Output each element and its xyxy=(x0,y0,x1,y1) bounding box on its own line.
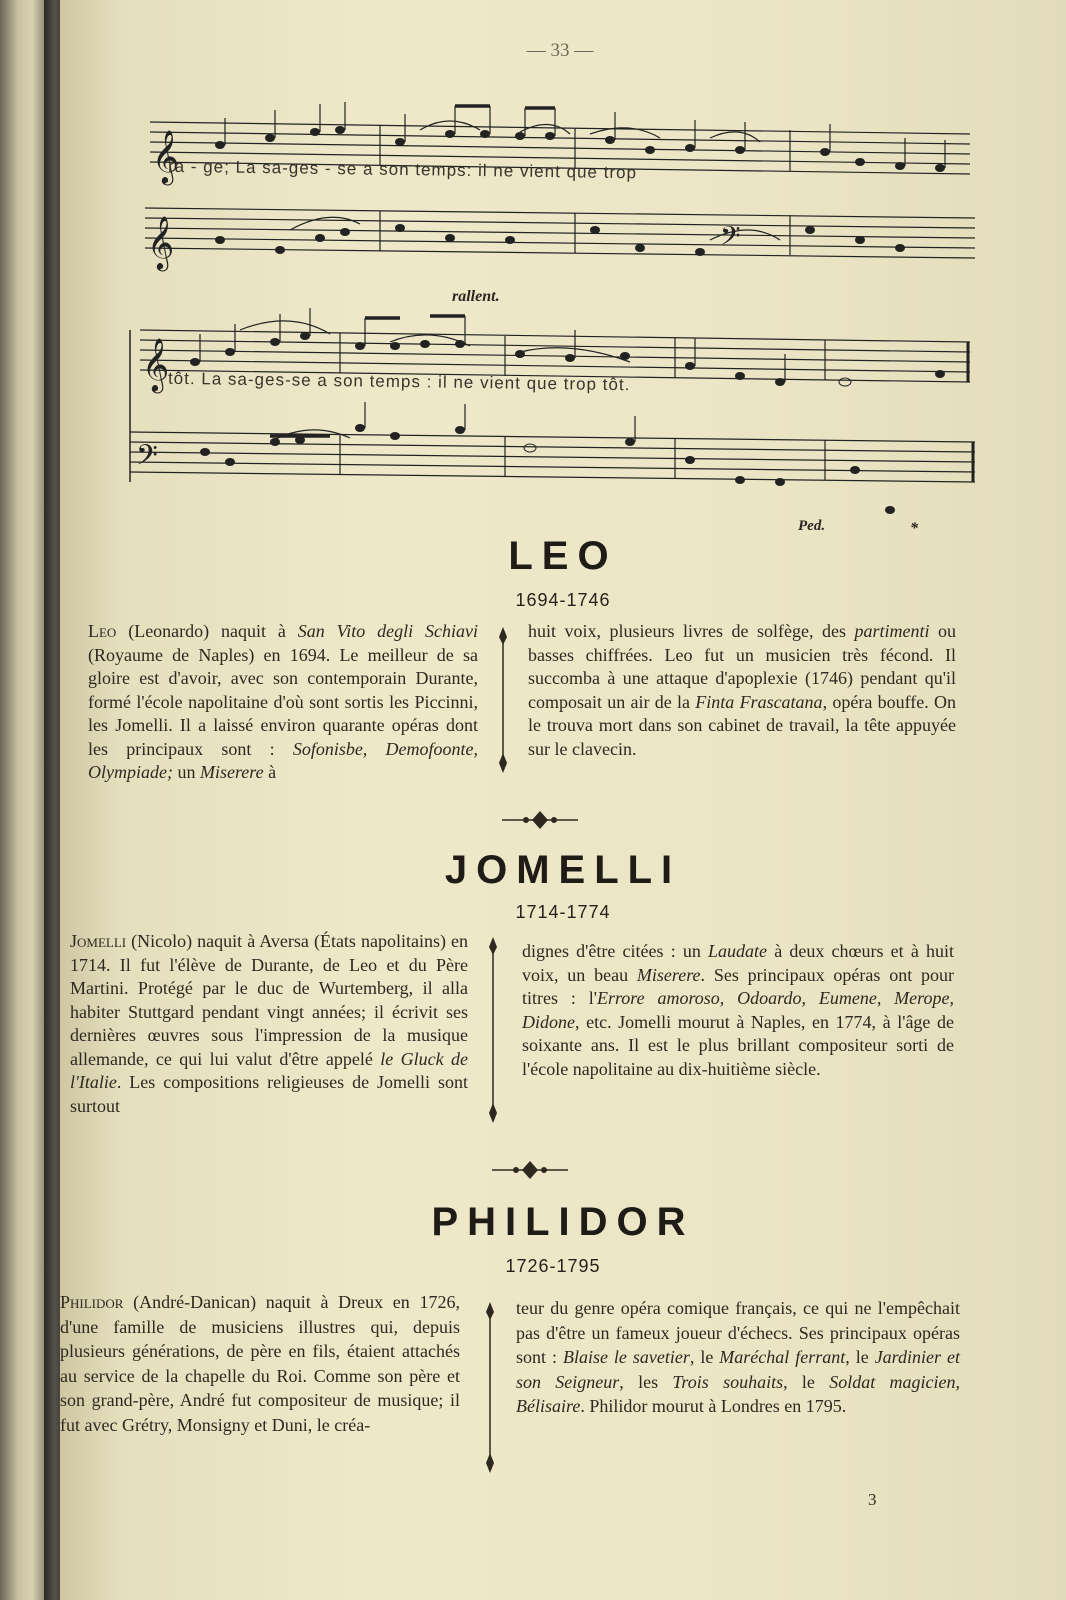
jomelli-gluck: le Gluck de l'Italie xyxy=(70,1048,468,1092)
leo-name: Leo xyxy=(88,621,117,641)
jomelli-text-left xyxy=(70,930,468,1118)
jomelli-miserere: Miserere xyxy=(636,964,701,985)
philidor-name: Philidor xyxy=(60,1292,124,1312)
philidor-text-right xyxy=(516,1296,960,1419)
page-number-top: — 33 — xyxy=(526,40,594,61)
section-title-jomelli: JOMELLI xyxy=(444,848,682,892)
section-title-philidor: PHILIDOR xyxy=(431,1200,695,1244)
leo-place: San Vito degli Schiavi xyxy=(297,621,479,641)
lyrics-line-1: ra - ge; La sa-ges - se a son temps: il ne vient que trop xyxy=(167,156,638,183)
book-page xyxy=(60,0,1066,1600)
philidor-work-marechal: Maréchal ferrant xyxy=(719,1347,846,1367)
svg-text:𝄢: 𝄢 xyxy=(136,439,158,479)
leo-right-end: , opéra bouffe. On le trouva mort dans son cabinet de travail, la tête appuyée sur le clavecin. xyxy=(528,691,956,759)
philidor-text-left xyxy=(60,1290,460,1437)
ornament-divider-2 xyxy=(490,1158,570,1182)
svg-text:𝄞: 𝄞 xyxy=(147,215,175,269)
philidor-work-souhaits: Trois souhaits xyxy=(672,1371,784,1392)
lyrics-line-2: tôt. La sa-ges-se a son temps : il ne vient que trop tôt. xyxy=(167,368,631,395)
philidor-sep-d: , le xyxy=(783,1371,830,1392)
leo-text: (Leonardo) naquit à xyxy=(128,621,298,641)
leo-text-right xyxy=(528,620,956,761)
ornament-divider xyxy=(500,808,580,832)
section-dates-leo: 1694-1746 xyxy=(515,590,611,610)
philidor-text: (André-Danican) naquit à Dreux en 1726, d'une famille de musiciens illustres qui, depuis plusieurs générations, de père en fils, étaient attachés au service de la chapelle du Roi. Comme son père et son grand-père, André fut compositeur de musique; il fut avec Grétry, Monsigny et Duni, le créa- xyxy=(60,1292,460,1435)
svg-text:𝄞: 𝄞 xyxy=(142,337,170,391)
column-divider-jomelli xyxy=(483,935,503,1125)
svg-text:𝄢: 𝄢 xyxy=(720,220,741,258)
jomelli-laudate: Laudate xyxy=(708,941,768,961)
page-number-bottom: 3 xyxy=(868,1490,877,1509)
philidor-work-blaise: Blaise le savetier xyxy=(562,1347,690,1367)
philidor-sep-b: , le xyxy=(845,1347,875,1367)
jomelli-right-mid2: . Ses principaux opéras ont pour titres : l' xyxy=(522,964,955,1008)
note-heads xyxy=(190,126,945,514)
jomelli-text-right xyxy=(522,940,954,1081)
philidor-sep-a: , le xyxy=(689,1347,720,1367)
philidor-work-jardinier: Jardinier et son Seigneur xyxy=(516,1347,960,1392)
rallentando-mark: rallent. xyxy=(452,288,500,305)
leo-partimenti: partimenti xyxy=(854,621,930,641)
leo-right-mid: ou basses chiffrées. Leo fut un musicien très fécond. Il succomba à une attaque d'apoplexie (1746) pendant qu'il composait un air de la xyxy=(528,621,957,712)
section-dates-jomelli: 1714-1774 xyxy=(515,902,611,922)
jomelli-right-end: , etc. Jomelli mourut à Naples, en 1774, à l'âge de soixante ans. Il est le plus brillant compositeur sorti de l'école napolitaine au dix-huitième siècle. xyxy=(522,1011,954,1079)
leo-text-end: un xyxy=(172,762,200,782)
leo-text-left xyxy=(88,620,478,785)
pedal-mark: Ped. xyxy=(798,518,826,534)
leo-text-tail: à xyxy=(263,762,277,782)
leo-right-text: huit voix, plusieurs livres de solfège, des xyxy=(528,621,855,641)
leo-text-rest: (Royaume de Naples) en 1694. Le meilleur de sa gloire est d'avoir, avec son contemporain Durante, formé l'école napolitaine d'où sont sortis les Piccinni, les Jomelli. Il a laissé environ quarante opéras dont les principaux sont : xyxy=(88,644,478,759)
svg-text:𝄞: 𝄞 xyxy=(152,129,180,183)
leo-works: Sofonisbe, Demofoonte, Olympiade; xyxy=(88,738,478,782)
jomelli-right-text: dignes d'être citées : un xyxy=(522,941,709,961)
column-divider-leo xyxy=(493,625,513,775)
philidor-sep-c: , les xyxy=(619,1371,673,1392)
jomelli-text-end: . Les compositions religieuses de Jomelli sont surtout xyxy=(70,1072,468,1116)
philidor-right-text: teur du genre opéra comique français, ce qui ne l'empêchait pas d'être un fameux joueur d'échecs. Ses principaux opéras sont : xyxy=(516,1298,960,1367)
left-page-edge xyxy=(0,0,46,1600)
section-title-leo: LEO xyxy=(508,534,618,578)
jomelli-text: (Nicolo) naquit à Aversa (États napolitains) en 1714. Il fut l'élève de Durante, de Leo et du Père Martini. Protégé par le duc de Wurtemberg, il alla habiter Stuttgard pendant vingt années; il écrivit ses dernières œuvres sous l'impression de la musique allemande, ce qui lui valut d'être appelé xyxy=(70,931,468,1069)
column-divider-philidor xyxy=(480,1300,500,1475)
leo-miserere: Miserere xyxy=(199,762,264,782)
leo-finta: Finta Frascatana xyxy=(695,691,823,712)
philidor-work-soldat: Soldat magicien, Bélisaire xyxy=(516,1371,960,1416)
jomelli-name: Jomelli xyxy=(70,931,127,951)
philidor-right-end: . Philidor mourut à Londres en 1795. xyxy=(580,1396,847,1416)
jomelli-works: Errore amoroso, Odoardo, Eumene, Merope, Didone xyxy=(522,988,954,1032)
section-dates-philidor: 1726-1795 xyxy=(505,1256,601,1276)
jomelli-right-mid: à deux chœurs et à huit voix, un beau xyxy=(522,941,954,985)
pedal-release-mark: * xyxy=(910,520,918,537)
